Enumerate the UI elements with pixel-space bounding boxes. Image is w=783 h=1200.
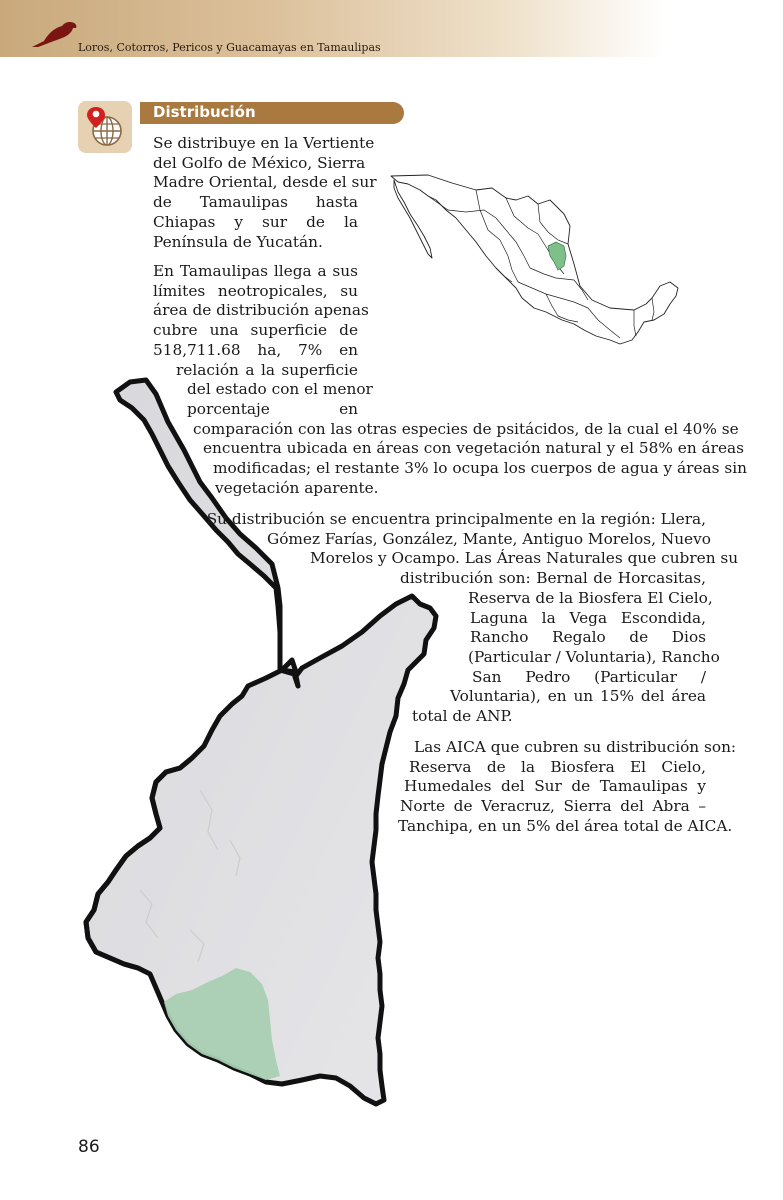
text-line: En Tamaulipas llega a sus	[153, 262, 358, 280]
text-line: comparación con las otras especies de psitácidos, de la cual el 40% se	[193, 419, 739, 438]
text-line: Las AICA que cubren su distribución son:	[414, 738, 737, 756]
text-line: Humedales del Sur de Tamaulipas y	[404, 777, 706, 796]
text-line: límites neotropicales, su	[153, 281, 358, 300]
text-line: relación a la superficie	[176, 360, 358, 379]
text-line: total de ANP.	[412, 707, 513, 726]
text-line: área de distribución apenas	[153, 301, 369, 320]
page-header	[0, 0, 783, 57]
parrot-silhouette-icon	[30, 20, 78, 50]
text-line: cubre una superficie de	[153, 321, 358, 340]
text-line: 518,711.68 ha, 7% en	[153, 340, 358, 359]
text-line: Gómez Farías, González, Mante, Antiguo Morelos, Nuevo	[267, 529, 711, 548]
text-line: distribución son: Bernal de Horcasitas,	[400, 569, 706, 588]
paragraph-2	[153, 262, 747, 498]
section-title: Distribución	[153, 103, 256, 121]
text-line: Reserva de la Biosfera El Cielo,	[468, 588, 713, 607]
text-line: Norte de Veracruz, Sierra del Abra –	[400, 797, 706, 816]
text-line: Chiapas y sur de la	[153, 212, 358, 231]
text-line: Laguna la Vega Escondida,	[470, 608, 706, 627]
text-line: de Tamaulipas hasta	[153, 193, 358, 212]
location-globe-icon	[78, 101, 132, 153]
text-line: del estado con el menor	[187, 380, 373, 399]
text-line: San Pedro (Particular /	[472, 667, 706, 686]
section-title-bar	[140, 102, 404, 124]
text-line: vegetación aparente.	[215, 478, 379, 497]
paragraph-3	[200, 510, 739, 727]
text-line: del Golfo de México, Sierra	[153, 153, 366, 172]
page-number: 86	[78, 1137, 100, 1157]
paragraph-1	[153, 134, 377, 252]
text-line: Península de Yucatán.	[153, 232, 323, 251]
text-line: Morelos y Ocampo. Las Áreas Naturales que cubren su	[310, 549, 739, 568]
text-line: Rancho Regalo de Dios	[470, 628, 706, 647]
text-line: Tanchipa, en un 5% del área total de AICA.	[398, 816, 733, 835]
text-line: encuentra ubicada en áreas con vegetación natural y el 58% en áreas	[203, 439, 744, 458]
text-line: Su distribución se encuentra principalmente en la región: Llera,	[206, 510, 706, 528]
text-line: modificadas; el restante 3% lo ocupa los cuerpos de agua y áreas sin	[213, 459, 747, 478]
header-title: Loros, Cotorros, Pericos y Guacamayas en Tamaulipas	[78, 41, 381, 54]
text-line: Madre Oriental, desde el sur	[153, 173, 377, 192]
text-line: porcentaje en	[187, 399, 358, 418]
text-line: (Particular / Voluntaria), Rancho	[468, 647, 720, 666]
paragraph-4	[398, 738, 737, 837]
text-line: Voluntaria), en un 15% del área	[450, 687, 706, 706]
text-line: Se distribuye en la Vertiente	[153, 134, 375, 152]
text-line: Reserva de la Biosfera El Cielo,	[409, 757, 706, 776]
